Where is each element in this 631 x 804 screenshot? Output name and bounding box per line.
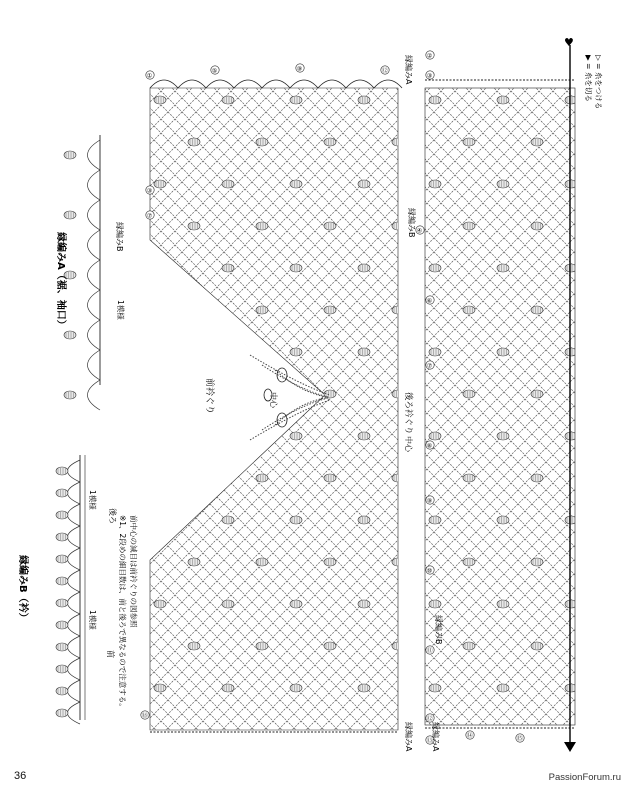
shell-motif xyxy=(531,306,543,314)
row-marker xyxy=(426,51,434,60)
row-marker xyxy=(426,361,434,370)
back-neck-label: 後ろ衿ぐり xyxy=(403,392,413,435)
edge-a-strip xyxy=(64,135,100,410)
shell-motif xyxy=(497,96,509,104)
scallop xyxy=(150,80,178,88)
front-center-label: 中心 xyxy=(269,392,278,408)
shell-motif xyxy=(429,348,441,356)
edge-a-scallop xyxy=(88,350,101,380)
scallop xyxy=(178,80,206,88)
legend-cut: ▶ = 糸を切る xyxy=(584,55,593,102)
edge-b-label-back: 縁編みB xyxy=(407,208,416,238)
edge-a-scallop xyxy=(88,140,101,170)
scallop xyxy=(318,80,346,88)
edge-b-label-bottom: 縁編みB xyxy=(434,615,443,645)
shell-motif xyxy=(463,138,475,146)
row-marker xyxy=(141,711,149,720)
edge-b-scallop xyxy=(68,482,81,504)
shell-motif xyxy=(64,151,76,159)
edge-b-back-label: 後ろ xyxy=(108,508,117,524)
shell-motif xyxy=(531,474,543,482)
edge-b-label-front: 縁編みB xyxy=(115,222,124,252)
shell-motif xyxy=(56,555,68,563)
shell-motif xyxy=(188,390,200,398)
edge-a-label-bottom-right: 縁編みA xyxy=(431,722,440,752)
shell-motif xyxy=(154,264,166,272)
edge-b-scallop xyxy=(68,658,81,680)
svg-text:⑦: ⑦ xyxy=(426,362,433,370)
row-marker xyxy=(381,66,389,75)
svg-text:⑱: ⑱ xyxy=(141,712,148,720)
shell-motif xyxy=(154,180,166,188)
shell-motif xyxy=(256,306,268,314)
shell-motif xyxy=(497,348,509,356)
svg-text:②: ② xyxy=(426,52,433,60)
shell-motif xyxy=(64,211,76,219)
shell-motif xyxy=(154,432,166,440)
shell-motif xyxy=(324,222,336,230)
shell-motif xyxy=(531,390,543,398)
row-marker xyxy=(296,64,304,73)
shell-motif xyxy=(56,709,68,717)
shell-motif xyxy=(154,96,166,104)
scallop xyxy=(346,80,374,88)
shell-motif xyxy=(290,180,302,188)
shell-motif xyxy=(429,96,441,104)
svg-text:⑩: ⑩ xyxy=(426,567,433,575)
shell-motif xyxy=(56,599,68,607)
row-marker xyxy=(426,296,434,305)
shell-motif xyxy=(531,222,543,230)
edge-b-scallop xyxy=(68,504,81,526)
shell-motif xyxy=(290,348,302,356)
svg-text:⑮: ⑮ xyxy=(516,735,523,743)
shell-motif xyxy=(222,684,234,692)
edge-a-scallop xyxy=(88,320,101,350)
shell-motif xyxy=(324,558,336,566)
row-marker xyxy=(426,566,434,575)
row-marker xyxy=(146,186,154,195)
svg-text:⑨: ⑨ xyxy=(426,497,433,505)
shell-motif xyxy=(324,474,336,482)
row-marker xyxy=(426,441,434,450)
shell-motif xyxy=(429,264,441,272)
shell-motif xyxy=(56,467,68,475)
svg-text:③: ③ xyxy=(426,72,433,80)
row-marker xyxy=(146,211,154,220)
note-2: 前中心の減目は前衿ぐりの図参照 xyxy=(129,515,138,628)
shell-motif xyxy=(290,264,302,272)
shell-motif xyxy=(497,600,509,608)
edge-a-pattern-label: 1模様 xyxy=(116,300,125,320)
shell-motif xyxy=(256,558,268,566)
shell-motif xyxy=(392,222,404,230)
svg-text:⑪: ⑪ xyxy=(426,647,433,655)
shell-motif xyxy=(188,222,200,230)
shell-motif xyxy=(256,642,268,650)
svg-text:⑥: ⑥ xyxy=(426,297,433,305)
scallop xyxy=(234,80,262,88)
shell-motif xyxy=(324,642,336,650)
shell-motif xyxy=(222,348,234,356)
shell-motif xyxy=(64,331,76,339)
svg-text:④: ④ xyxy=(416,227,423,235)
shell-motif xyxy=(392,390,404,398)
shell-motif xyxy=(531,642,543,650)
edge-b-pattern-label-2: 1模様 xyxy=(88,610,97,630)
edge-a-label-top: 縁編みA xyxy=(404,55,413,85)
shell-motif xyxy=(56,687,68,695)
legend-join: ▷ = 糸をつける xyxy=(594,55,603,110)
shell-motif xyxy=(497,516,509,524)
shell-motif xyxy=(56,511,68,519)
edge-b-pattern-label-1: 1模様 xyxy=(88,490,97,510)
back-center-label: 中心 xyxy=(404,436,413,452)
shell-motif xyxy=(531,558,543,566)
svg-text:⑧: ⑧ xyxy=(426,442,433,450)
svg-text:⑭: ⑭ xyxy=(466,732,473,740)
shell-motif xyxy=(463,642,475,650)
shell-motif xyxy=(188,642,200,650)
edge-b-scallop xyxy=(68,680,81,702)
row-marker xyxy=(426,496,434,505)
watermark: PassionForum.ru xyxy=(548,772,621,783)
shell-motif xyxy=(429,180,441,188)
shell-motif xyxy=(188,474,200,482)
shell-motif xyxy=(497,180,509,188)
edge-a-scallop xyxy=(88,200,101,230)
scallop xyxy=(374,80,402,88)
edge-a-scallop xyxy=(88,170,101,200)
svg-text:⑨: ⑨ xyxy=(296,65,303,73)
edge-b-title: 縁編みB（衿） xyxy=(17,555,28,623)
edge-b-front-label: 前 xyxy=(106,650,115,658)
shell-motif xyxy=(256,474,268,482)
shell-motif xyxy=(463,558,475,566)
svg-text:③: ③ xyxy=(146,187,153,195)
shell-motif xyxy=(188,558,200,566)
shell-motif xyxy=(290,432,302,440)
edge-a-scallop xyxy=(88,260,101,290)
shell-motif xyxy=(56,665,68,673)
edge-b-strip xyxy=(56,455,85,724)
shell-motif xyxy=(358,264,370,272)
row-marker xyxy=(211,66,219,75)
row-marker xyxy=(426,646,434,655)
heart-icon: ♥ xyxy=(564,36,574,49)
shell-motif xyxy=(290,516,302,524)
edge-a-label-bottom-left: 縁編みA xyxy=(404,722,413,752)
page-number: 36 xyxy=(14,770,27,782)
svg-text:①: ① xyxy=(146,72,153,80)
shell-motif xyxy=(290,600,302,608)
shell-motif xyxy=(256,222,268,230)
shell-motif xyxy=(463,390,475,398)
scallop xyxy=(290,80,318,88)
edge-b-scallop xyxy=(68,614,81,636)
shell-motif xyxy=(497,264,509,272)
shell-motif xyxy=(56,643,68,651)
shell-motif xyxy=(358,432,370,440)
edge-a-title: 縁編みA（裾、袖口） xyxy=(55,232,66,330)
shell-motif xyxy=(154,684,166,692)
shell-motif xyxy=(497,684,509,692)
shell-motif xyxy=(392,306,404,314)
shell-motif xyxy=(256,138,268,146)
shell-motif xyxy=(324,306,336,314)
svg-text:⑤: ⑤ xyxy=(211,67,218,75)
shell-motif xyxy=(222,432,234,440)
shell-motif xyxy=(429,600,441,608)
shell-motif xyxy=(222,600,234,608)
row-marker xyxy=(416,226,424,235)
shell-motif xyxy=(358,348,370,356)
row-marker xyxy=(146,71,154,80)
shell-motif xyxy=(188,138,200,146)
shell-motif xyxy=(392,642,404,650)
shell-motif xyxy=(154,600,166,608)
shell-motif xyxy=(154,516,166,524)
shell-motif xyxy=(358,180,370,188)
shell-motif xyxy=(358,600,370,608)
shell-motif xyxy=(256,390,268,398)
edge-a-scallop xyxy=(88,230,101,260)
edge-b-scallop xyxy=(68,702,81,724)
shell-motif xyxy=(290,96,302,104)
scallop xyxy=(206,80,234,88)
shell-motif xyxy=(429,432,441,440)
legend xyxy=(584,55,604,109)
svg-text:⑫: ⑫ xyxy=(426,715,433,723)
shell-motif xyxy=(463,474,475,482)
edge-a-scallop xyxy=(88,290,101,320)
shell-motif xyxy=(222,96,234,104)
svg-text:⑦: ⑦ xyxy=(146,212,153,220)
shell-motif xyxy=(392,474,404,482)
row-marker xyxy=(466,731,474,740)
shell-motif xyxy=(463,306,475,314)
scallop xyxy=(262,80,290,88)
edge-b-scallop xyxy=(68,460,81,482)
front-neck-label: 前衿ぐり xyxy=(204,378,214,415)
shell-motif xyxy=(188,306,200,314)
shell-motif xyxy=(429,684,441,692)
shell-motif xyxy=(358,96,370,104)
shell-motif xyxy=(392,138,404,146)
scallop-edge xyxy=(150,80,402,88)
shell-motif xyxy=(222,264,234,272)
shell-motif xyxy=(222,516,234,524)
row-marker xyxy=(516,734,524,743)
shell-motif xyxy=(56,577,68,585)
edge-b-scallop xyxy=(68,548,81,570)
edge-b-scallop xyxy=(68,636,81,658)
edge-b-scallop xyxy=(68,526,81,548)
shell-motif xyxy=(290,684,302,692)
edge-a-scallop xyxy=(88,380,101,410)
shell-motif xyxy=(154,348,166,356)
note-1: ※1、2段めの細目数は、前と後ろで異なるので注意する。 xyxy=(118,515,127,711)
shell-motif xyxy=(463,222,475,230)
edge-b-scallop xyxy=(68,570,81,592)
shell-motif xyxy=(56,621,68,629)
shell-motif xyxy=(358,684,370,692)
shell-motif xyxy=(222,180,234,188)
shell-motif xyxy=(64,391,76,399)
shell-motif xyxy=(56,489,68,497)
edge-b-scallop xyxy=(68,592,81,614)
shell-motif xyxy=(497,432,509,440)
row-marker xyxy=(426,71,434,80)
svg-text:⑬: ⑬ xyxy=(426,737,433,745)
svg-text:⑫: ⑫ xyxy=(381,67,388,75)
shell-motif xyxy=(531,138,543,146)
shell-motif xyxy=(429,516,441,524)
shell-motif xyxy=(392,558,404,566)
shell-motif xyxy=(324,138,336,146)
shell-motif xyxy=(358,516,370,524)
shell-motif xyxy=(56,533,68,541)
